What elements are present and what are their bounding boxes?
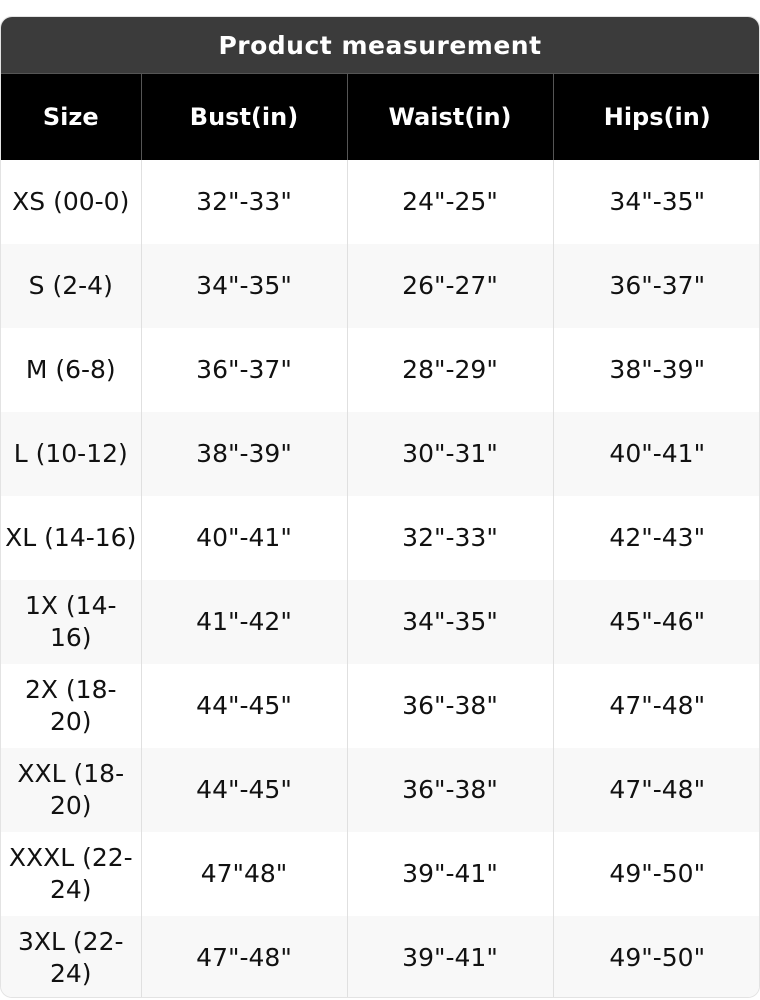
- size-cell: 1X (14-16): [1, 580, 141, 664]
- bust-cell: 44"-45": [141, 664, 347, 748]
- bust-cell: 47"48": [141, 832, 347, 916]
- measurement-table: [1, 73, 760, 998]
- column-header-hips: Hips(in): [553, 74, 760, 161]
- table-row: [1, 832, 760, 916]
- column-header-waist: Waist(in): [347, 74, 553, 161]
- hips-cell: 49"-50": [553, 832, 760, 916]
- table-row: [1, 160, 760, 244]
- table-row: [1, 664, 760, 748]
- size-cell: 2X (18-20): [1, 664, 141, 748]
- table-row: [1, 328, 760, 412]
- hips-cell: 34"-35": [553, 160, 760, 244]
- size-cell: XXL (18-20): [1, 748, 141, 832]
- size-cell: M (6-8): [1, 328, 141, 412]
- table-row: [1, 916, 760, 998]
- table-row: [1, 748, 760, 832]
- waist-cell: 26"-27": [347, 244, 553, 328]
- size-cell: L (10-12): [1, 412, 141, 496]
- bust-cell: 40"-41": [141, 496, 347, 580]
- waist-cell: 39"-41": [347, 916, 553, 998]
- bust-cell: 36"-37": [141, 328, 347, 412]
- bust-cell: 34"-35": [141, 244, 347, 328]
- bust-cell: 41"-42": [141, 580, 347, 664]
- waist-cell: 30"-31": [347, 412, 553, 496]
- hips-cell: 47"-48": [553, 664, 760, 748]
- bust-cell: 38"-39": [141, 412, 347, 496]
- size-cell: XXXL (22-24): [1, 832, 141, 916]
- column-header-bust: Bust(in): [141, 74, 347, 161]
- waist-cell: 24"-25": [347, 160, 553, 244]
- hips-cell: 45"-46": [553, 580, 760, 664]
- bust-cell: 47"-48": [141, 916, 347, 998]
- waist-cell: 39"-41": [347, 832, 553, 916]
- table-title: Product measurement: [1, 17, 759, 73]
- size-cell: XS (00-0): [1, 160, 141, 244]
- hips-cell: 49"-50": [553, 916, 760, 998]
- hips-cell: 36"-37": [553, 244, 760, 328]
- waist-cell: 32"-33": [347, 496, 553, 580]
- hips-cell: 38"-39": [553, 328, 760, 412]
- hips-cell: 40"-41": [553, 412, 760, 496]
- waist-cell: 36"-38": [347, 748, 553, 832]
- table-row: [1, 244, 760, 328]
- waist-cell: 34"-35": [347, 580, 553, 664]
- table-row: [1, 580, 760, 664]
- column-header-size: Size: [1, 74, 141, 161]
- measurement-table-card: [0, 16, 760, 998]
- size-cell: S (2-4): [1, 244, 141, 328]
- size-cell: 3XL (22-24): [1, 916, 141, 998]
- bust-cell: 44"-45": [141, 748, 347, 832]
- size-cell: XL (14-16): [1, 496, 141, 580]
- table-row: [1, 496, 760, 580]
- hips-cell: 42"-43": [553, 496, 760, 580]
- bust-cell: 32"-33": [141, 160, 347, 244]
- header-row: [1, 74, 760, 161]
- waist-cell: 28"-29": [347, 328, 553, 412]
- waist-cell: 36"-38": [347, 664, 553, 748]
- hips-cell: 47"-48": [553, 748, 760, 832]
- table-row: [1, 412, 760, 496]
